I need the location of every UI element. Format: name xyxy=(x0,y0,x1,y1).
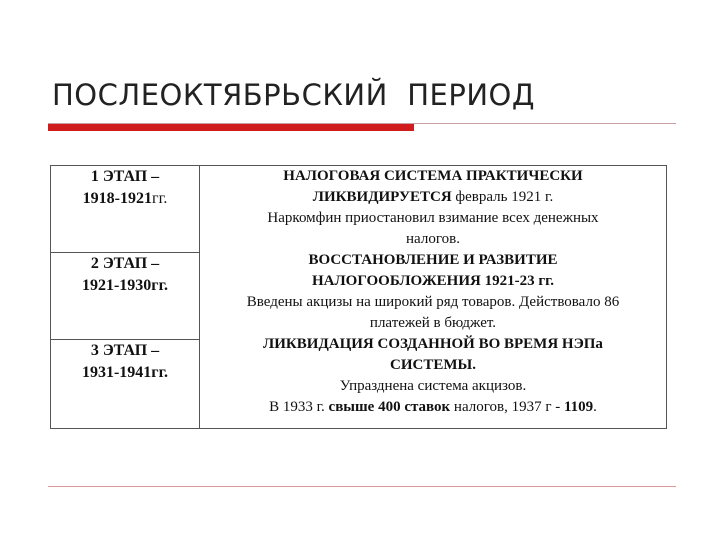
stage-2-text: Введены акцизы на широкий ряд товаров. Действовало 86 xyxy=(246,294,620,310)
stage-2-heading: ВОССТАНОВЛЕНИЕ И РАЗВИТИЕ xyxy=(308,252,558,268)
stage-1-label: 1 ЭТАП – xyxy=(90,168,160,185)
title-accent-bar xyxy=(48,124,414,131)
stage-1-text-cont: налогов. xyxy=(406,231,460,247)
stage-1-heading-date: ЛИКВИДИРУЕТСЯ февраль 1921 г. xyxy=(312,189,554,205)
stage-2-label: 2 ЭТАП – xyxy=(90,255,160,272)
stage-3-heading-cont: СИСТЕМЫ. xyxy=(390,357,476,373)
stage-2-cell xyxy=(51,253,200,340)
stage-3-heading: ЛИКВИДАЦИЯ СОЗДАННОЙ ВО ВРЕМЯ НЭПа xyxy=(263,336,603,352)
stage-3-text: Упразднена система акцизов. xyxy=(339,378,527,394)
stages-table xyxy=(50,165,667,429)
stage-3-label: 3 ЭТАП – xyxy=(90,342,160,359)
stage-2-text-cont: платежей в бюджет. xyxy=(369,315,497,331)
stage-3-cell xyxy=(51,340,200,429)
slide-title: ПОСЛЕОКТЯБРЬСКИЙ ПЕРИОД xyxy=(52,78,536,112)
stage-2-heading-cont: НАЛОГООБЛОЖЕНИЯ 1921-23 гг. xyxy=(311,273,555,289)
stage-1-heading: НАЛОГОВАЯ СИСТЕМА ПРАКТИЧЕСКИ xyxy=(283,168,583,184)
stage-3-years: 1931-1941гг. xyxy=(81,364,169,381)
stage-details-cell xyxy=(200,166,667,429)
stage-1-text: Наркомфин приостановил взимание всех денежных xyxy=(267,210,599,226)
table-row xyxy=(51,166,667,253)
stage-3-text-cont: В 1933 г. свыше 400 ставок налогов, 1937 г - 1109. xyxy=(269,399,597,415)
stage-2-years: 1921-1930гг. xyxy=(81,277,169,294)
footer-divider xyxy=(48,486,676,487)
stage-1-years: 1918-1921гг. xyxy=(82,190,168,207)
stage-1-cell xyxy=(51,166,200,253)
